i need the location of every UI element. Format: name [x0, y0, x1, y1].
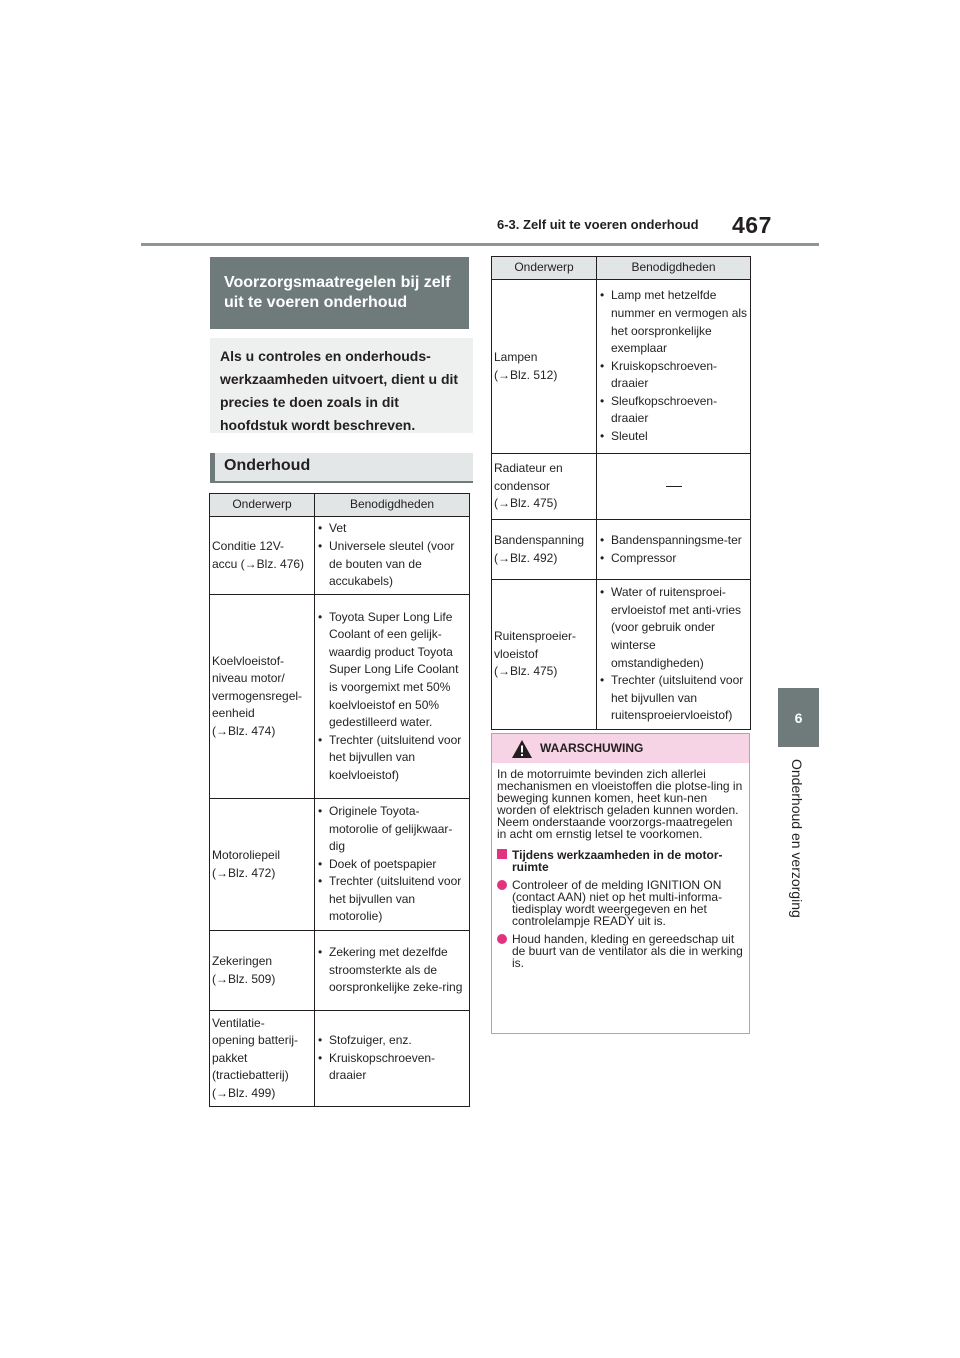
tool-item: • Trechter (uitsluitend voor het bijvullen van koelvloeistof) — [329, 732, 467, 785]
table-row — [492, 280, 751, 454]
warning-bullet: Houd handen, kleding en gereedschap uit de buurt van de ventilator als die in werking is. — [497, 933, 743, 969]
subsection-divider — [210, 481, 473, 483]
tool-item: • Zekering met dezelfde stroomsterkte als de oorspronkelijke zeke-ring — [329, 944, 467, 997]
intro-text: Als u controles en onderhouds-werkzaamheden uitvoert, dient u dit precies te doen zoals in dit hoofdstuk wordt beschreven. — [210, 338, 473, 433]
subject-cell — [492, 280, 597, 454]
subject-cell — [210, 517, 315, 595]
subject-line: Ruitensproeier- — [494, 629, 577, 644]
warning-text: In de motorruimte bevinden zich allerlei mechanismen en vloeistoffen die plotse-ling in beweging kunnen komen, heet kun-nen worden of elektrisch geladen kunnen worden. Neem onderstaande voorzorgs-maatregelen in acht om ernstig letsel te voorkomen. — [497, 767, 743, 841]
subject-line: eenheid — [212, 706, 255, 721]
subject-cell — [210, 1011, 315, 1107]
header-divider — [141, 243, 819, 246]
subject-cell — [210, 595, 315, 799]
subject-line: vloeistof — [494, 646, 539, 661]
tool-item: • Vet — [329, 520, 467, 538]
subject-line: condensor — [494, 478, 551, 493]
maintenance-table-left — [209, 493, 470, 1107]
subject-line: Bandenspanning — [494, 532, 585, 547]
column-header-subject: Onderwerp — [210, 494, 315, 517]
page-number: 467 — [732, 212, 772, 238]
empty-dash — [666, 486, 682, 487]
subject-line: Koelvloeistof- — [212, 653, 285, 668]
section-header: 6-3. Zelf uit te voeren onderhoud — [497, 217, 699, 232]
warning-triangle-icon — [511, 739, 533, 759]
tool-item: • Kruiskopschroeven-draaier — [329, 1050, 467, 1085]
subject-line: niveau motor/ — [212, 671, 285, 686]
tool-item: • Universele sleutel (voor de bouten van de accukabels) — [329, 538, 467, 591]
warning-title: WAARSCHUWING — [540, 741, 644, 755]
tool-item: • Bandenspanningsme-ter — [611, 532, 748, 550]
subject-line: Lampen — [494, 349, 538, 364]
subject-line: (→Blz. 499) — [212, 1085, 276, 1100]
warning-box — [491, 733, 750, 1034]
subject-cell — [210, 799, 315, 931]
subsection-heading: Onderhoud — [210, 453, 473, 481]
subject-line: (→Blz. 472) — [212, 865, 276, 880]
warning-body — [497, 768, 743, 969]
tools-cell — [315, 931, 470, 1011]
subject-line: Zekeringen — [212, 953, 273, 968]
tools-list — [317, 609, 467, 785]
tool-item: • Lamp met hetzelfde nummer en vermogen als het oorspronkelijke exemplaar — [611, 287, 748, 357]
subject-line: accu (→Blz. 476) — [212, 556, 305, 571]
table-row — [210, 595, 470, 799]
warning-subheading: Tijdens werkzaamheden in de motor-ruimte — [497, 849, 743, 873]
tools-cell — [597, 280, 751, 454]
table-row — [492, 580, 751, 730]
tool-item: • Doek of poetspapier — [329, 856, 467, 874]
tool-item: • Toyota Super Long Life Coolant of een gelijk-waardig product Toyota Super Long Life Coolant is voorgemixt met 50% koelvloeistof en 50% gedestilleerd water. — [329, 609, 467, 732]
chapter-tab-label: Onderhoud en verzorging — [789, 758, 805, 918]
subject-cell — [492, 520, 597, 580]
table-row — [210, 517, 470, 595]
tools-list — [599, 287, 748, 445]
table-row — [492, 454, 751, 520]
tool-item: • Compressor — [611, 550, 748, 568]
section-title: Voorzorgsmaatregelen bij zelf uit te voeren onderhoud — [210, 257, 469, 329]
warning-bullet: Controleer of de melding IGNITION ON (contact AAN) niet op het multi-informa-tiedisplay wordt weergegeven en het controlelampje READY uit is. — [497, 879, 743, 927]
column-header-tools: Benodigdheden — [597, 257, 751, 280]
subject-line: (→Blz. 509) — [212, 971, 276, 986]
subject-line: Radiateur en — [494, 461, 563, 476]
tool-item: • Trechter (uitsluitend voor het bijvullen van motorolie) — [329, 873, 467, 926]
subject-line: Motoroliepeil — [212, 847, 281, 862]
tool-item: • Sleufkopschroeven-draaier — [611, 393, 748, 428]
column-header-tools: Benodigdheden — [315, 494, 470, 517]
subject-line: (→Blz. 474) — [212, 723, 276, 738]
tools-list — [317, 1032, 467, 1085]
tools-list — [599, 532, 748, 567]
tool-item: • Kruiskopschroeven-draaier — [611, 358, 748, 393]
tools-list — [317, 944, 467, 997]
table-row — [492, 520, 751, 580]
subject-cell — [210, 931, 315, 1011]
subject-line: pakket — [212, 1050, 248, 1065]
circle-bullet-icon — [497, 934, 507, 944]
subject-cell — [492, 454, 597, 520]
tools-list — [317, 803, 467, 926]
subject-cell — [492, 580, 597, 730]
tools-cell — [315, 799, 470, 931]
tools-list — [317, 520, 467, 590]
chapter-tab-number: 6 — [778, 688, 819, 747]
maintenance-table-right — [491, 256, 751, 730]
tools-cell — [597, 520, 751, 580]
column-header-subject: Onderwerp — [492, 257, 597, 280]
tool-item: • Water of ruitensproei-ervloeistof met anti-vries (voor gebruik onder winterse omstandigheden) — [611, 584, 748, 672]
tools-cell — [315, 595, 470, 799]
subject-line: (→Blz. 492) — [494, 550, 558, 565]
subject-line: Conditie 12V- — [212, 538, 285, 553]
tools-cell — [315, 1011, 470, 1107]
tools-list — [599, 584, 748, 725]
subject-line: (→Blz. 475) — [494, 496, 558, 511]
subject-line: opening batterij- — [212, 1033, 299, 1048]
table-row — [210, 799, 470, 931]
tools-cell — [315, 517, 470, 595]
tools-cell — [597, 454, 751, 520]
circle-bullet-icon — [497, 880, 507, 890]
table-row — [210, 1011, 470, 1107]
table-row — [210, 931, 470, 1011]
tool-item: • Sleutel — [611, 428, 748, 446]
warning-header — [492, 734, 749, 763]
tools-cell — [597, 580, 751, 730]
tool-item: • Trechter (uitsluitend voor het bijvullen van ruitensproeiervloeistof) — [611, 672, 748, 725]
subject-line: (→Blz. 475) — [494, 664, 558, 679]
subject-line: (→Blz. 512) — [494, 367, 558, 382]
subject-line: vermogensregel- — [212, 688, 303, 703]
subject-line: (tractiebatterij) — [212, 1068, 289, 1083]
tool-item: • Originele Toyota-motorolie of gelijkwaar-dig — [329, 803, 467, 856]
square-bullet-icon — [497, 849, 507, 859]
tool-item: • Stofzuiger, enz. — [329, 1032, 467, 1050]
subject-line: Ventilatie- — [212, 1015, 265, 1030]
